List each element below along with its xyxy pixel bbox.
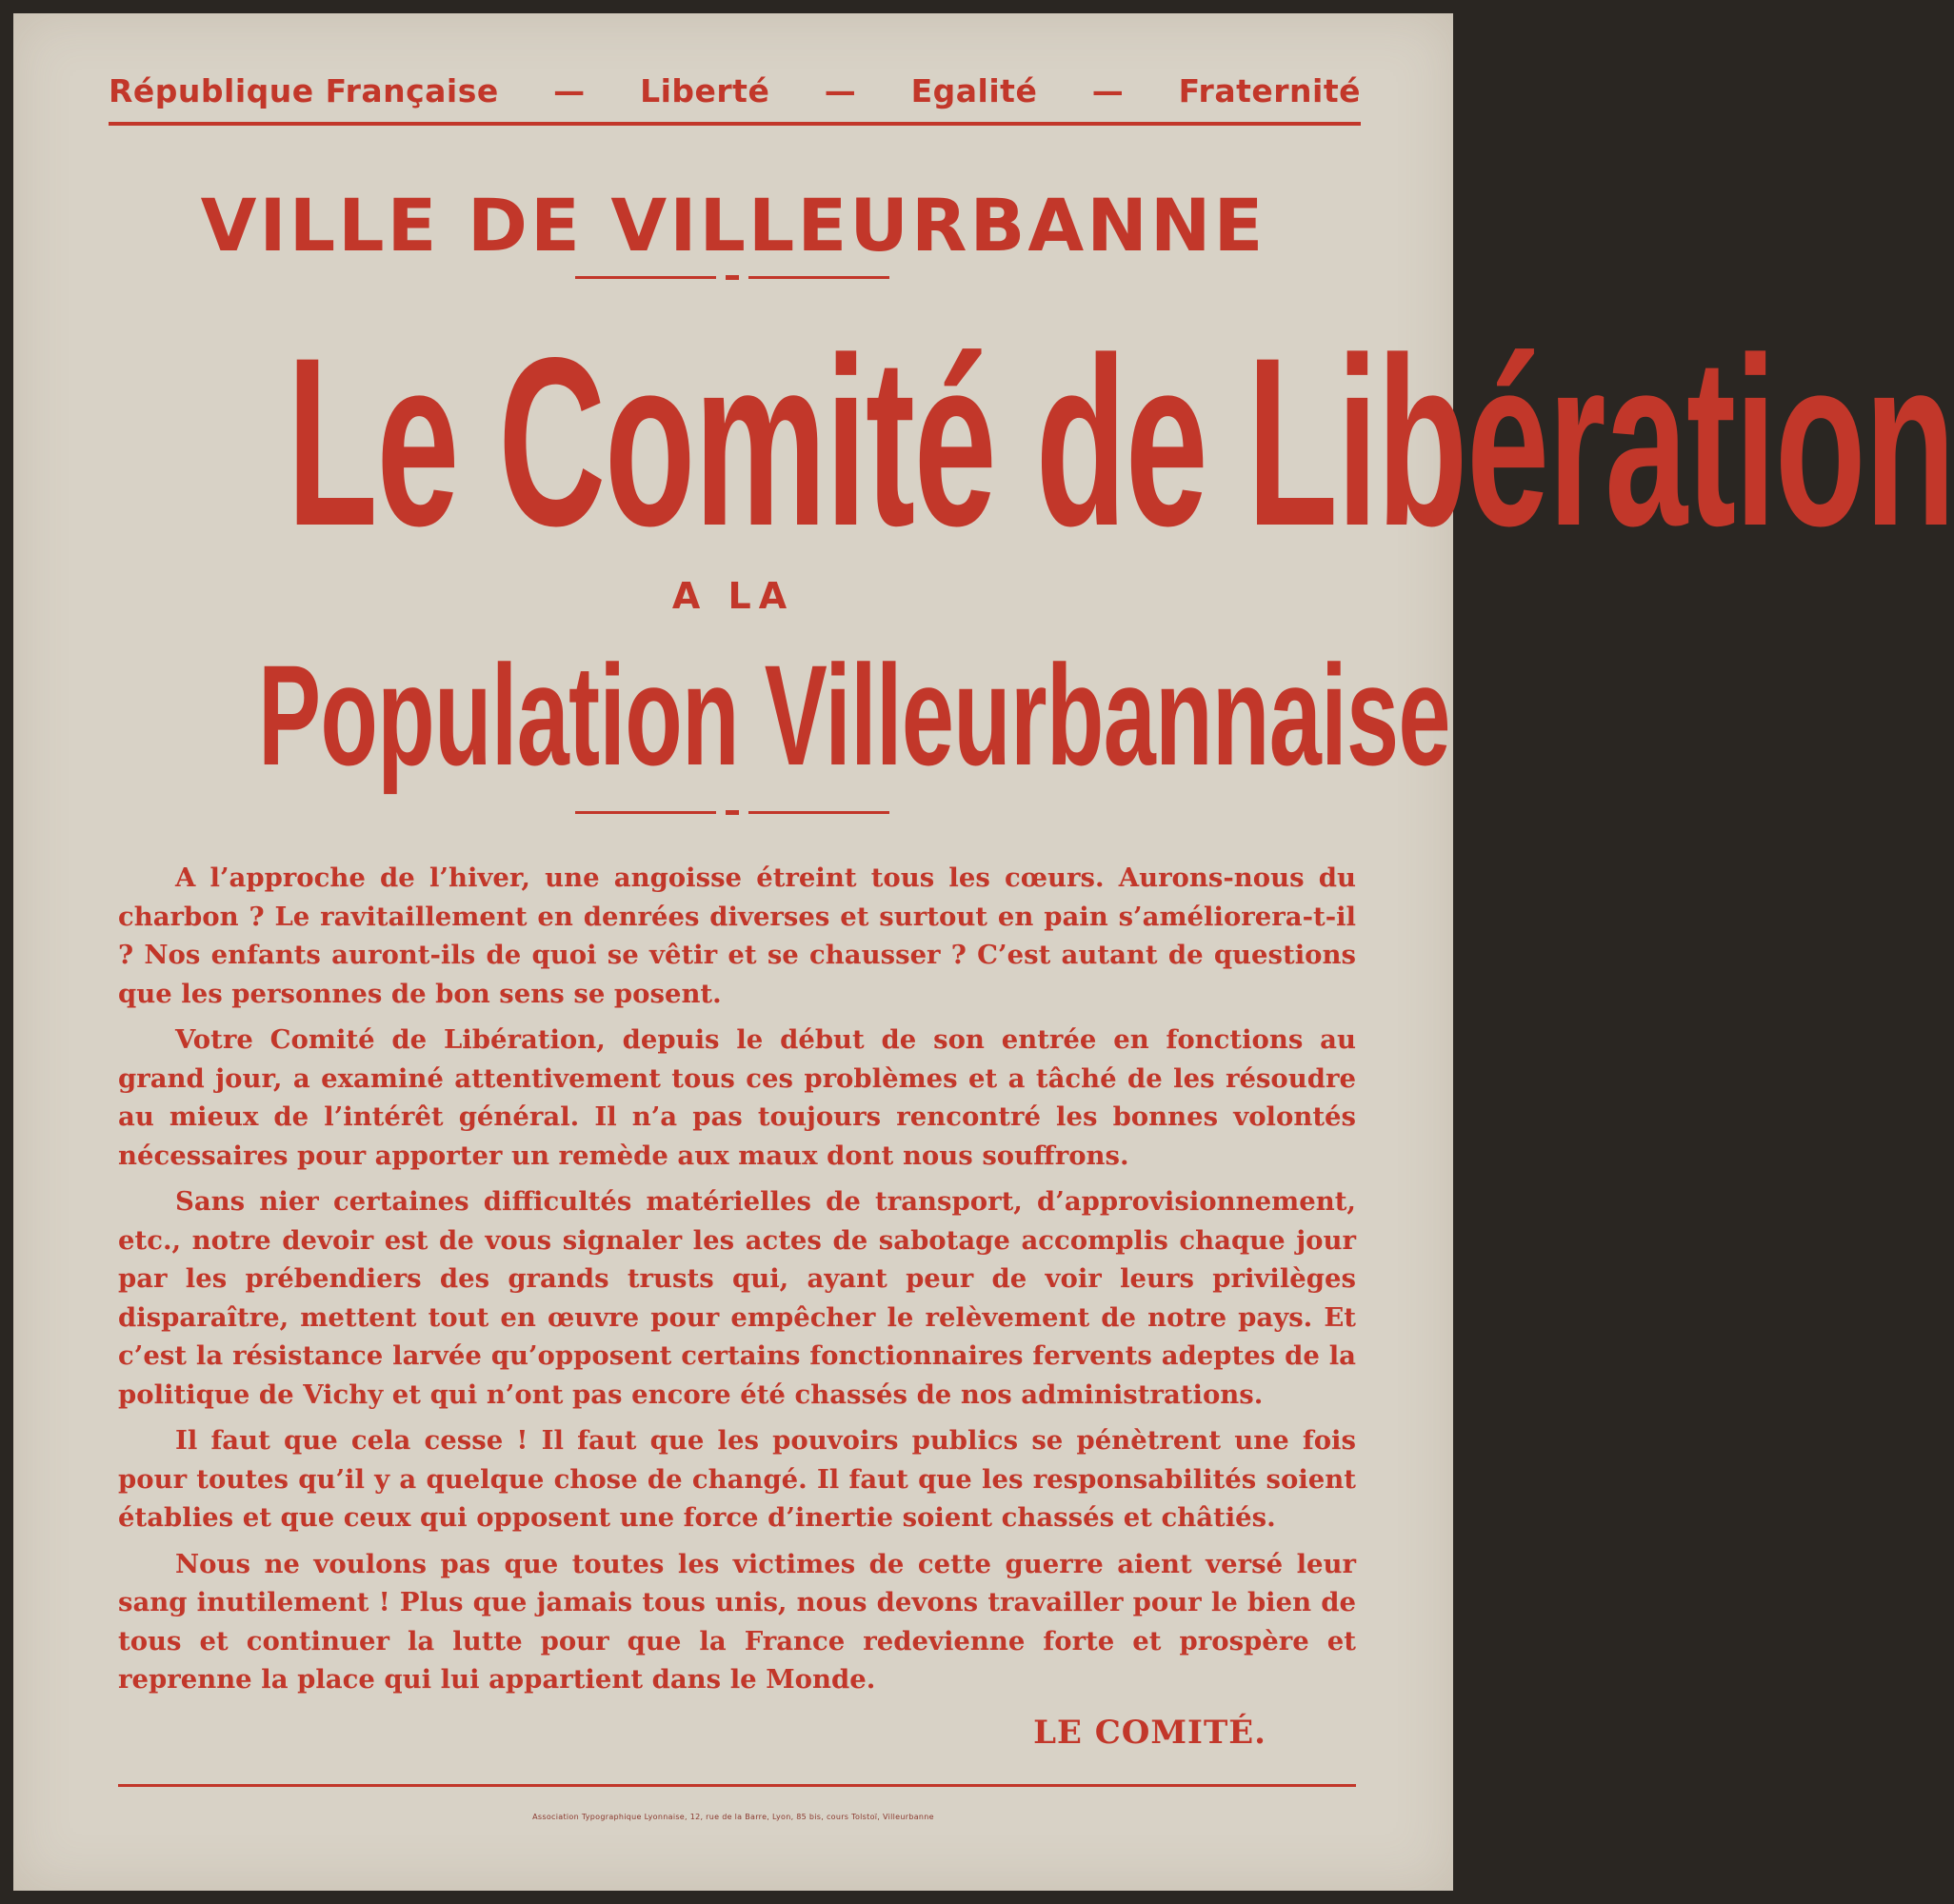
ornament-divider (575, 274, 889, 280)
paragraph: Sans nier certaines difficultés matérielles de transport, d’approvisionnement, etc., notre devoir est de vous signaler les actes de sabotage accomplis chaque jour par les prébendiers des grands trusts qui, ayant peur de voir leurs privilèges disparaître, mettent tout en œuvre pour empêcher le relèvement de notre pays. Et c’est la résistance larvée qu’opposent certains fonctionnaires fervents adeptes de la politique de Vichy et qui n’ont pas encore été chassés de nos administrations. (118, 1186, 1356, 1410)
city-heading: VILLE DE VILLEURBANNE (200, 183, 1266, 268)
motto-dash: — (824, 72, 857, 109)
motto-fraternite: Fraternité (1178, 72, 1361, 109)
motto-liberte: Liberté (640, 72, 770, 109)
footer-rule (118, 1784, 1356, 1787)
motto-dash: — (553, 72, 586, 109)
motto-line (109, 72, 1361, 109)
motto-republique: République Française (109, 72, 499, 109)
paragraph: Nous ne voulons pas que toutes les victimes de cette guerre aient versé leur sang inutilement ! Plus que jamais tous unis, nous devons travailler pour le bien de tous et continuer la lutte pour que la France redevienne forte et prospère et reprenne la place qui lui appartient dans le Monde. (118, 1548, 1356, 1695)
motto-dash: — (1091, 72, 1125, 109)
poster-sheet (13, 13, 1954, 1891)
header-rule (109, 122, 1361, 126)
connector-text: A LA (671, 575, 795, 617)
main-headline: Le Comité de Libération (287, 308, 1954, 576)
paragraph: A l’approche de l’hiver, une angoisse étreint tous les cœurs. Aurons-nous du charbon ? Le ravitaillement en denrées diverses et surtout en pain s’améliorera-t-il ? Nos enfants auront-ils de quoi se vêtir et se chausser ? C’est autant de questions que les personnes de bon sens se posent. (118, 863, 1356, 1009)
ornament-divider (575, 809, 889, 815)
paragraph: Il faut que cela cesse ! Il faut que les pouvoirs publics se pénètrent une fois pour toutes qu’il y a quelque chose de changé. Il faut que les responsabilités soient établies et que ceux qui opposent une force d’inertie soient chassés et châtiés. (118, 1425, 1356, 1533)
printer-imprint: Association Typographique Lyonnaise, 12, rue de la Barre, Lyon, 85 bis, cours Tolstoï, Villeurbanne (532, 1813, 934, 1821)
paragraph: Votre Comité de Libération, depuis le début de son entrée en fonctions au grand jour, a examiné attentivement tous ces problèmes et a tâché de les résoudre au mieux de l’intérêt général. Il n’a pas toujours rencontré les bonnes volontés nécessaires pour apporter un remède aux maux dont nous souffrons. (118, 1024, 1356, 1171)
subheadline: Population Villeurbannaise (258, 635, 1450, 795)
proclamation-body (118, 859, 1356, 1707)
signature: LE COMITÉ. (1033, 1714, 1266, 1752)
motto-egalite: Egalité (910, 72, 1038, 109)
